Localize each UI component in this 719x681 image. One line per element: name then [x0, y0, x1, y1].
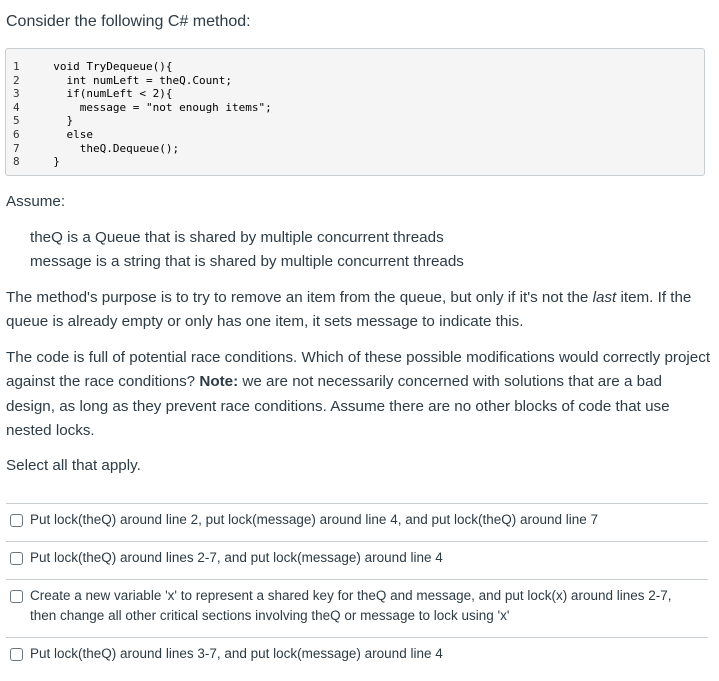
code-line	[6, 60, 704, 74]
line-number: 1	[13, 60, 20, 73]
assumption-theq: theQ is a Queue that is shared by multiple concurrent threads	[30, 229, 444, 246]
option-checkbox[interactable]	[10, 590, 23, 603]
option-divider	[6, 503, 708, 504]
code-block	[5, 48, 705, 176]
option-divider	[6, 637, 708, 638]
line-number: 6	[13, 127, 20, 141]
line-number: 7	[13, 141, 20, 155]
code-text: if(numLeft < 2){	[40, 87, 173, 101]
code-line	[6, 114, 704, 128]
code-text: message = "not enough items";	[40, 100, 272, 114]
assume-label: Assume:	[6, 193, 66, 210]
code-text: theQ.Dequeue();	[40, 141, 180, 155]
code-text: else	[40, 127, 93, 141]
code-text: }	[40, 155, 60, 169]
select-all-instruction: Select all that apply.	[6, 457, 141, 474]
option-label: Put lock(theQ) around lines 2-7, and put lock(message) around line 4	[30, 550, 443, 565]
option-label: Put lock(theQ) around lines 3-7, and put lock(message) around line 4	[30, 646, 443, 661]
purpose-text-end: item. If the queue is already empty or only has one item, it sets message to indicate this.	[6, 289, 692, 331]
line-number: 3	[13, 87, 20, 101]
option-checkbox[interactable]	[10, 514, 23, 527]
code-line	[6, 87, 704, 101]
option-divider	[6, 541, 708, 542]
question-intro: Consider the following C# method:	[6, 13, 251, 30]
option-label: Put lock(theQ) around line 2, put lock(message) around line 4, and put lock(theQ) around line 7	[30, 512, 599, 527]
code-text: void TryDequeue(){	[40, 60, 173, 73]
option-checkbox[interactable]	[10, 552, 23, 565]
option-checkbox[interactable]	[10, 648, 23, 661]
code-line	[6, 155, 704, 169]
code-text: }	[40, 114, 74, 128]
line-number: 4	[13, 100, 20, 114]
note-label: Note:	[199, 373, 239, 391]
code-text: int numLeft = theQ.Count;	[40, 73, 233, 87]
purpose-paragraph	[6, 286, 711, 335]
line-number: 8	[13, 155, 20, 169]
race-text-end: we are not necessarily concerned with solutions that are a bad design, as long as they prevent race conditions. Assume there are no other blocks of code that use nested locks.	[6, 373, 670, 440]
code-line	[6, 142, 704, 156]
code-line	[6, 128, 704, 142]
race-conditions-paragraph	[6, 346, 711, 444]
purpose-text-start: The method's purpose is to try to remove an item from the queue, but only if it's not the	[6, 289, 593, 306]
line-number: 5	[13, 114, 20, 128]
line-number: 2	[13, 73, 20, 87]
code-line	[6, 101, 704, 115]
purpose-emphasis: last	[592, 289, 617, 306]
option-divider	[6, 579, 708, 580]
option-label: Create a new variable 'x' to represent a shared key for theQ and message, and put lock(x) around lines 2-7, then change all other critical sections involving theQ or message to lock using 'x'	[30, 588, 672, 623]
race-text-start: The code is full of potential race conditions. Which of these possible modifications would correctly project against the race conditions?	[6, 349, 711, 391]
assumption-message: message is a string that is shared by multiple concurrent threads	[30, 253, 464, 270]
code-line	[6, 74, 704, 88]
